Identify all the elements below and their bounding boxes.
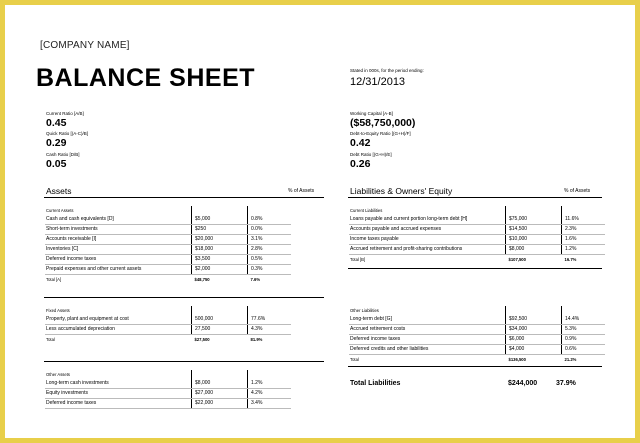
total-row: Total $136,500 21.2% bbox=[349, 355, 605, 365]
debt-equity-value: 0.42 bbox=[350, 137, 371, 149]
table-row[interactable]: Property, plant and equipment at cost 500,000 77.6% bbox=[45, 315, 291, 325]
table-row[interactable]: Income taxes payable $10,000 1.6% bbox=[349, 235, 605, 245]
current-ratio-label: Current Ratio [A/B] bbox=[46, 111, 84, 116]
assets-title: Assets bbox=[46, 186, 72, 196]
quick-ratio-label: Quick Ratio [(A-C)/B] bbox=[46, 131, 89, 136]
other-assets-table bbox=[45, 370, 291, 409]
debt-ratio-label: Debt Ratio [(G+H)/E] bbox=[350, 152, 392, 157]
table-row[interactable]: Cash and cash equivalents [D] $5,000 0.8% bbox=[45, 215, 291, 225]
table-row[interactable]: Accounts payable and accrued expenses $14,500 2.3% bbox=[349, 225, 605, 235]
total-liabilities-pct: 37.9% bbox=[556, 380, 576, 387]
table-row[interactable]: Accounts receivable [I] $20,000 3.1% bbox=[45, 235, 291, 245]
table-row[interactable]: Equity investments $27,000 4.2% bbox=[45, 389, 291, 399]
table-row[interactable]: Inventories [C] $18,000 2.8% bbox=[45, 245, 291, 255]
liabilities-pct-header: % of Assets bbox=[564, 188, 591, 194]
section-subtitle: Current Liabilities bbox=[350, 208, 383, 213]
quick-ratio-value: 0.29 bbox=[46, 137, 67, 149]
section-subtitle: Other Assets bbox=[46, 372, 70, 377]
page-title: BALANCE SHEET bbox=[36, 64, 256, 92]
current-assets-table bbox=[45, 206, 291, 284]
period-date[interactable]: 12/31/2013 bbox=[350, 76, 406, 88]
table-row[interactable]: Deferred income taxes $6,000 0.9% bbox=[349, 335, 605, 345]
table-row[interactable]: Deferred income taxes $3,500 0.5% bbox=[45, 255, 291, 265]
table-row[interactable]: Accrued retirement and profit-sharing contributions $8,000 1.2% bbox=[349, 245, 605, 255]
cash-ratio-label: Cash Ratio [D/B] bbox=[46, 152, 80, 157]
liabilities-rule bbox=[348, 197, 602, 198]
table-row[interactable]: Deferred income taxes $22,000 3.4% bbox=[45, 399, 291, 409]
table-row[interactable]: Short-term investments $250 0.0% bbox=[45, 225, 291, 235]
table-row[interactable]: Long-term debt [G] $92,500 14.4% bbox=[349, 315, 605, 325]
table-row[interactable]: Less accumulated depreciation 27,500 4.3% bbox=[45, 325, 291, 335]
debt-ratio-value: 0.26 bbox=[350, 158, 371, 170]
cash-ratio-value: 0.05 bbox=[46, 158, 67, 170]
table-row[interactable]: Prepaid expenses and other current assets $2,000 0.3% bbox=[45, 265, 291, 275]
table-row[interactable]: Long-term cash investments $8,000 1.2% bbox=[45, 379, 291, 389]
fixed-assets-table bbox=[45, 306, 291, 344]
current-ratio-value: 0.45 bbox=[46, 117, 67, 129]
table-row[interactable]: Deferred credits and other liabilities $4,000 0.6% bbox=[349, 345, 605, 355]
total-row: Total $27,500 81.9% bbox=[45, 335, 291, 345]
total-liabilities-value: $244,000 bbox=[508, 380, 538, 387]
total-row: Total [A] $48,750 7.6% bbox=[45, 275, 291, 285]
section-subtitle: Current Assets bbox=[46, 208, 74, 213]
table-row[interactable]: Loans payable and current portion long-term debt [H] $75,000 11.6% bbox=[349, 215, 605, 225]
working-capital-value: ($58,750,000) bbox=[350, 117, 416, 129]
current-assets-end-rule bbox=[44, 297, 324, 298]
fixed-assets-end-rule bbox=[44, 361, 324, 362]
debt-equity-label: Debt-to-Equity Ratio [(G+H)/F] bbox=[350, 131, 411, 136]
section-subtitle: Other Liabilities bbox=[350, 308, 379, 313]
table-row[interactable]: Accrued retirement costs $34,000 5.3% bbox=[349, 325, 605, 335]
assets-rule bbox=[44, 197, 324, 198]
working-capital-label: Working Capital [A-B] bbox=[350, 111, 393, 116]
stated-label: Stated in 000s, for the period ending: bbox=[350, 68, 424, 73]
current-liabilities-table bbox=[349, 206, 605, 264]
company-name[interactable]: [COMPANY NAME] bbox=[40, 40, 130, 51]
current-liabilities-end-rule bbox=[348, 268, 602, 269]
other-liabilities-end-rule bbox=[348, 366, 602, 367]
total-row: Total [B] $107,500 16.7% bbox=[349, 255, 605, 265]
assets-pct-header: % of Assets bbox=[288, 188, 315, 194]
total-liabilities-label: Total Liabilities bbox=[350, 380, 401, 387]
liabilities-title: Liabilities & Owners' Equity bbox=[350, 186, 453, 196]
other-liabilities-table bbox=[349, 306, 605, 364]
section-subtitle: Fixed Assets bbox=[46, 308, 70, 313]
